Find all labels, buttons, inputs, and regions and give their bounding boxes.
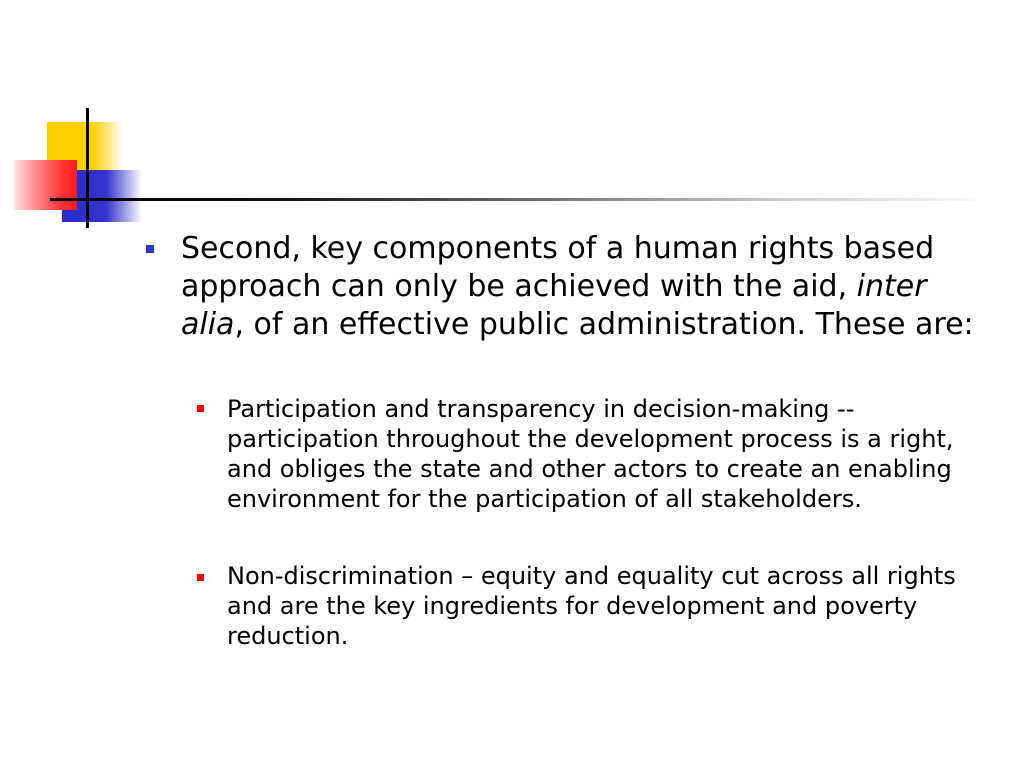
square-bullet-icon xyxy=(197,574,204,581)
italic-text-run: inter xyxy=(856,269,927,304)
sub-bullet-text xyxy=(227,394,954,514)
red-rectangle-decoration xyxy=(14,160,77,210)
square-bullet-icon xyxy=(146,245,154,253)
main-bullet-text xyxy=(181,230,974,344)
italic-text-run: alia xyxy=(181,307,235,342)
vertical-rule-line xyxy=(86,108,89,228)
sub-bullet-line: and obliges the state and other actors to create an enabling xyxy=(227,455,952,483)
sub-bullet-line: participation throughout the development process is a right, xyxy=(227,425,954,453)
text-run: , of an effective public administration. These are: xyxy=(234,307,974,342)
text-run: Second, key components of a human rights based xyxy=(181,231,935,266)
sub-bullet-line: environment for the participation of all stakeholders. xyxy=(227,485,862,513)
sub-bullet-line: Participation and transparency in decision-making -- xyxy=(227,395,855,423)
sub-bullet-line: Non-discrimination – equity and equality cut across all rights xyxy=(227,562,956,590)
main-bullet-line-3 xyxy=(181,306,974,344)
sub-bullet-text xyxy=(227,561,956,651)
square-bullet-icon xyxy=(197,405,204,412)
main-bullet-line-2 xyxy=(181,268,974,306)
sub-bullet-line: reduction. xyxy=(227,622,349,650)
main-bullet-line-1 xyxy=(181,230,974,268)
horizontal-rule-line xyxy=(50,198,975,201)
text-run: approach can only be achieved with the aid, xyxy=(181,269,857,304)
sub-bullet-line: and are the key ingredients for development and poverty xyxy=(227,592,918,620)
